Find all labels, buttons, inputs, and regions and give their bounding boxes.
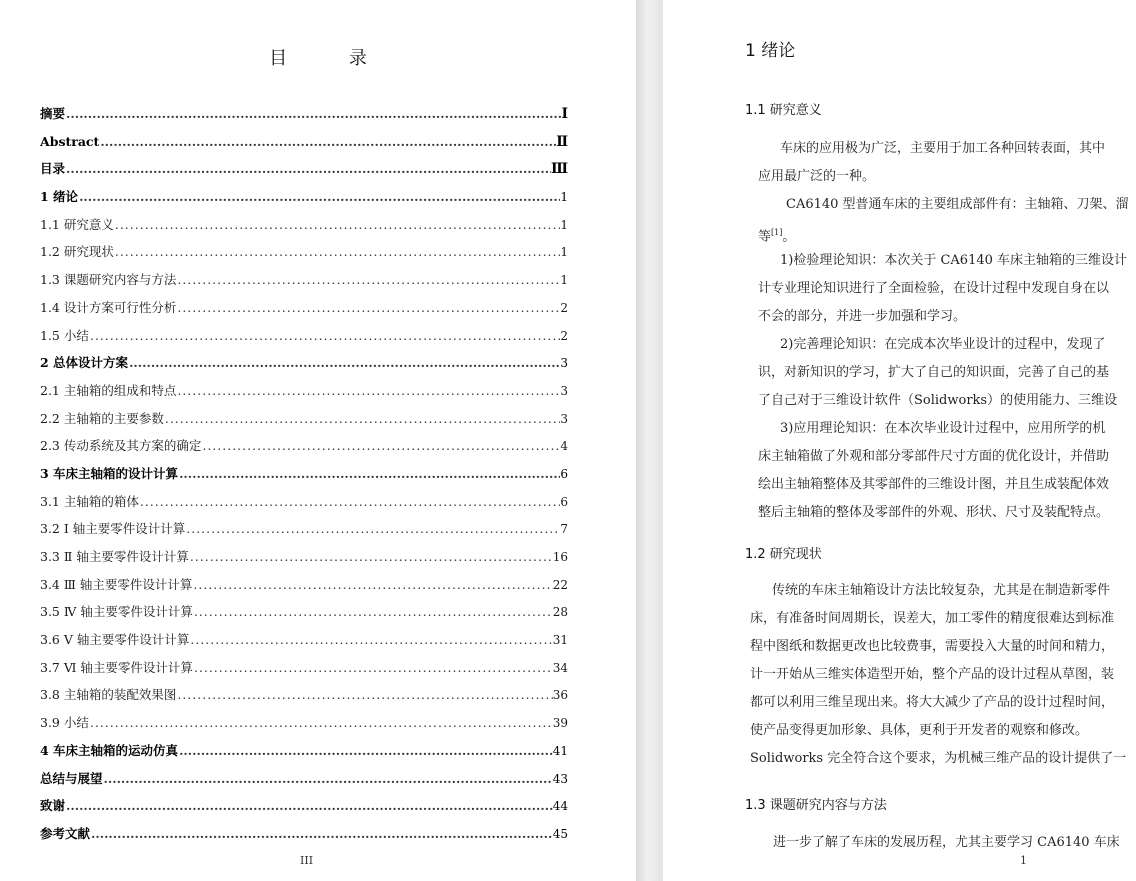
paragraph-line: 应用最广泛的一种。 xyxy=(758,169,876,184)
toc-page-number: 6 xyxy=(560,466,568,481)
toc-leader-dots xyxy=(103,765,553,793)
page-gutter xyxy=(636,0,663,881)
toc-page-number: 3 xyxy=(560,411,568,426)
toc-entry-text: 1.3 课题研究内容与方法 xyxy=(40,272,177,288)
page-number: 1 xyxy=(1020,854,1027,867)
section-heading-1-3: 1.3 课题研究内容与方法 xyxy=(745,798,887,813)
paragraph-line: 传统的车床主轴箱设计方法比较复杂，尤其是在制造新零件 xyxy=(772,583,1111,598)
toc-entry-text: 致谢 xyxy=(40,798,66,814)
toc-entry[interactable] xyxy=(40,349,568,377)
toc-entry-text: 3.1 主轴箱的箱体 xyxy=(40,493,139,509)
paragraph-3 xyxy=(758,247,1136,331)
toc-entry[interactable] xyxy=(40,654,568,682)
toc-page-number: 3 xyxy=(560,356,568,371)
toc-leader-dots xyxy=(90,820,553,848)
toc-leader-dots xyxy=(139,488,561,516)
toc-leader-dots xyxy=(114,211,561,239)
toc-entry[interactable] xyxy=(40,515,568,543)
toc-entry-text: 3.5 Ⅳ 轴主要零件设计计算 xyxy=(40,604,193,620)
toc-page-number: 1 xyxy=(560,273,568,288)
toc-entry[interactable] xyxy=(40,432,568,460)
toc-page-number: Ⅲ xyxy=(550,161,568,178)
toc-entry-text: 1.2 研究现状 xyxy=(40,244,114,260)
toc-entry[interactable] xyxy=(40,737,568,765)
toc-leader-dots xyxy=(65,792,553,820)
toc-leader-dots xyxy=(65,155,551,183)
toc-page-number: 3 xyxy=(560,383,568,398)
toc-entry[interactable] xyxy=(40,488,568,516)
toc-entry-text: 参考文献 xyxy=(40,825,91,841)
toc-page-number: Ⅱ xyxy=(556,133,568,150)
toc-entry-text: 3.8 主轴箱的装配效果图 xyxy=(40,687,177,703)
toc-entry-text: 3.7 Ⅵ 轴主要零件设计计算 xyxy=(40,659,193,675)
toc-entry-text: 1 绪论 xyxy=(40,189,79,205)
toc-entry-text: 1.4 设计方案可行性分析 xyxy=(40,299,177,315)
toc-entry[interactable] xyxy=(40,266,568,294)
toc-entry[interactable] xyxy=(40,211,568,239)
toc-leader-dots xyxy=(78,183,560,211)
paragraph-line: 2)完善理论知识：在完成本次毕业设计的过程中，发现了 xyxy=(780,337,1106,352)
toc-leader-dots xyxy=(176,266,560,294)
toc-entry-text: 总结与展望 xyxy=(40,770,103,786)
toc-page-number: 4 xyxy=(560,439,568,454)
toc-page-number: 39 xyxy=(552,716,568,731)
toc-page-number: 31 xyxy=(552,633,568,648)
paragraph-line: 床主轴箱做了外观和部分零部件尺寸方面的优化设计，并借助 xyxy=(758,449,1110,464)
page-number: III xyxy=(300,854,314,867)
toc-entry[interactable] xyxy=(40,571,568,599)
toc-page-number: 1 xyxy=(560,217,568,232)
toc-entry[interactable] xyxy=(40,626,568,654)
toc-entry[interactable] xyxy=(40,322,568,350)
paragraph-line: 进一步了解了车床的发展历程，尤其主要学习 CA6140 车床 xyxy=(773,835,1120,850)
toc-entry-text: 2.3 传动系统及其方案的确定 xyxy=(40,438,202,454)
section-heading-1-1: 1.1 研究意义 xyxy=(745,103,822,118)
paragraph-line: 车床的应用极为广泛，主要用于加工各种回转表面，其中 xyxy=(780,141,1106,156)
toc-entry[interactable] xyxy=(40,792,568,820)
paragraph-line: 了自己对于三维设计软件（Solidworks）的使用能力、三维设 xyxy=(758,393,1118,408)
toc-entry[interactable] xyxy=(40,100,568,128)
toc-leader-dots xyxy=(176,681,552,709)
toc-entry-text: 2.1 主轴箱的组成和特点 xyxy=(40,382,177,398)
toc-page-number: 43 xyxy=(552,771,568,786)
toc-leader-dots xyxy=(99,128,556,156)
toc-entry[interactable] xyxy=(40,709,568,737)
toc-entry[interactable] xyxy=(40,155,568,183)
paragraph-line xyxy=(758,219,1136,247)
toc-leader-dots xyxy=(89,709,553,737)
paragraph-line: 都可以利用三维呈现出来。将大大减少了产品的设计过程时间， xyxy=(750,695,1115,710)
toc-entry[interactable] xyxy=(40,598,568,626)
toc-title: 目 录 xyxy=(269,48,395,69)
toc-page-number: 2 xyxy=(560,300,568,315)
paragraph-6 xyxy=(750,577,1136,773)
toc-entry-text: 3 车床主轴箱的设计计算 xyxy=(40,465,179,481)
paragraph-7 xyxy=(773,829,1136,857)
toc-page-number: 6 xyxy=(560,494,568,509)
toc-entry-text: Abstract xyxy=(40,133,100,149)
paragraph-line: 计专业理论知识进行了全面检验，在设计过程中发现自身在以 xyxy=(758,281,1110,296)
toc-entry[interactable] xyxy=(40,294,568,322)
toc-entry[interactable] xyxy=(40,681,568,709)
toc-entry[interactable] xyxy=(40,543,568,571)
toc-page-number: 45 xyxy=(552,826,568,841)
toc-entry[interactable] xyxy=(40,765,568,793)
toc-page-number: 22 xyxy=(552,577,568,592)
toc-page-number: 7 xyxy=(560,522,568,537)
paragraph-line: 1)检验理论知识：本次关于 CA6140 车床主轴箱的三维设计 xyxy=(780,253,1128,268)
toc-leader-dots xyxy=(192,571,552,599)
paragraph-line: 绘出主轴箱整体及其零部件的三维设计图，并且生成装配体效 xyxy=(758,477,1110,492)
toc-entry-text: 摘要 xyxy=(40,106,66,121)
toc-entry-text: 3.4 Ⅲ 轴主要零件设计计算 xyxy=(40,576,193,592)
toc-entry-text: 1.5 小结 xyxy=(40,327,89,343)
toc-entry[interactable] xyxy=(40,238,568,266)
paragraph-line: 3)应用理论知识：在本次毕业设计过程中，应用所学的机 xyxy=(780,421,1106,436)
toc-entry-text: 3.3 Ⅱ 轴主要零件设计计算 xyxy=(40,549,189,564)
toc-entry[interactable] xyxy=(40,377,568,405)
paragraph-5 xyxy=(758,415,1136,527)
toc-leader-dots xyxy=(164,405,561,433)
content-page xyxy=(663,0,1136,881)
toc-page-number: 41 xyxy=(552,743,568,758)
paragraph-line: 不会的部分，并进一步加强和学习。 xyxy=(758,309,967,324)
chapter-heading: 1 绪论 xyxy=(745,41,796,61)
paragraph-line: 计一开始从三维实体造型开始，整个产品的设计过程从草图，装 xyxy=(750,667,1115,682)
toc-page-number: 34 xyxy=(552,660,568,675)
toc-leader-dots xyxy=(185,515,560,543)
section-heading-1-2: 1.2 研究现状 xyxy=(745,547,822,562)
toc-leader-dots xyxy=(65,100,561,128)
paragraph-line: 程中图纸和数据更改也比较费事，需要投入大量的时间和精力， xyxy=(750,639,1115,654)
toc-page-number: 1 xyxy=(560,190,568,205)
toc-page-number: 44 xyxy=(552,799,568,814)
toc-leader-dots xyxy=(189,543,553,571)
paragraph-2 xyxy=(758,191,1136,247)
toc-entry[interactable] xyxy=(40,405,568,433)
toc-page-number: 1 xyxy=(560,245,568,260)
toc-leader-dots xyxy=(193,654,553,682)
paragraph-line: CA6140 型普通车床的主要组成部件有：主轴箱、刀架、溜 xyxy=(786,197,1129,212)
paragraph-text: 。 xyxy=(782,229,796,245)
paragraph-4 xyxy=(758,331,1136,415)
toc-entry-text: 1.1 研究意义 xyxy=(40,216,114,232)
toc-entry-text: 4 车床主轴箱的运动仿真 xyxy=(40,742,179,758)
toc-entry-text: 3.9 小结 xyxy=(40,715,89,731)
paragraph-line: 床，有准备时间周期长，误差大，加工零件的精度很难达到标准 xyxy=(750,611,1115,626)
toc-page-number: 36 xyxy=(552,688,568,703)
toc-leader-dots xyxy=(201,432,560,460)
toc-leader-dots xyxy=(178,737,553,765)
toc-entry[interactable] xyxy=(40,460,568,488)
toc-entry-text: 3.2 Ⅰ 轴主要零件设计计算 xyxy=(40,521,186,537)
toc-list xyxy=(40,100,568,848)
toc-entry-text: 目录 xyxy=(40,161,66,177)
toc-leader-dots xyxy=(193,598,553,626)
toc-leader-dots xyxy=(128,349,560,377)
toc-entry[interactable] xyxy=(40,820,568,848)
paragraph-1 xyxy=(758,135,1136,191)
toc-page-number: 28 xyxy=(552,605,568,620)
toc-entry[interactable] xyxy=(40,128,568,156)
paragraph-line: 整后主轴箱的整体及零部件的外观、形状、尺寸及装配特点。 xyxy=(758,505,1110,520)
toc-leader-dots xyxy=(189,626,552,654)
toc-leader-dots xyxy=(176,294,560,322)
paragraph-line: 识，对新知识的学习，扩大了自己的知识面，完善了自己的基 xyxy=(758,365,1110,380)
toc-entry[interactable] xyxy=(40,183,568,211)
citation-ref: [1] xyxy=(771,228,783,237)
toc-entry-text: 3.6 Ⅴ 轴主要零件设计计算 xyxy=(40,632,190,648)
toc-page-number: Ⅰ xyxy=(561,106,568,122)
toc-entry-text: 2.2 主轴箱的主要参数 xyxy=(40,410,164,426)
toc-leader-dots xyxy=(176,377,560,405)
toc-page-number: 2 xyxy=(560,328,568,343)
paragraph-line: Solidworks 完全符合这个要求，为机械三维产品的设计提供了一 xyxy=(750,751,1127,766)
toc-leader-dots xyxy=(178,460,560,488)
toc-entry-text: 2 总体设计方案 xyxy=(40,355,129,371)
paragraph-line: 使产品变得更加形象、具体，更利于开发者的观察和修改。 xyxy=(750,723,1089,738)
toc-leader-dots xyxy=(114,238,561,266)
paragraph-text: 等 xyxy=(758,229,772,245)
toc-page-number: 16 xyxy=(552,550,568,564)
toc-leader-dots xyxy=(89,322,561,350)
